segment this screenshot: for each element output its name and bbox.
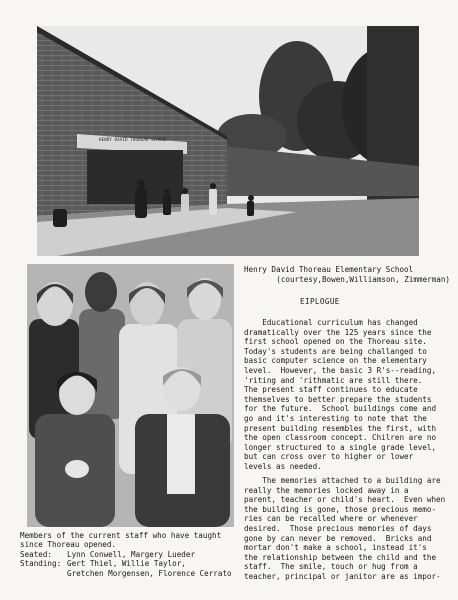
paragraph-line: Today's students are being challanged to	[244, 346, 427, 356]
epilogue-heading: EIPLOGUE	[300, 297, 340, 306]
standing-label: Standing:	[20, 559, 62, 569]
paragraph-line: The present staff continues to educate	[244, 385, 418, 395]
staff-photo-caption	[20, 531, 242, 578]
paragraph-line: present building resembles the first, with	[244, 423, 437, 433]
school-caption-line-2: (courtesy,Bowen,Williamson, Zimmerman)	[276, 274, 450, 284]
paragraph-line: 'riting and 'rithmatic are still there.	[244, 375, 423, 385]
paragraph-line: levels as needed.	[244, 461, 322, 471]
paragraph-line: The memories attached to a building are	[244, 476, 441, 485]
paragraph-line: gone by can never be removed. Bricks and	[244, 533, 432, 543]
paragraph-line: themselves to better prepare the students	[244, 394, 432, 404]
standing-row-2	[20, 569, 242, 578]
paragraph-line: staff. The smile, touch or hug from a	[244, 562, 418, 572]
paragraph-line: parent, teacher or child's heart. Even when	[244, 495, 446, 505]
epilogue-paragraph-1	[244, 318, 452, 472]
paragraph-line: the relationship between the child and the	[244, 552, 437, 562]
school-caption-line-1: Henry David Thoreau Elementary School	[244, 265, 414, 274]
seated-names: Lynn Conwell, Margery Lueder	[67, 549, 196, 559]
paragraph-line: dramatically over the 125 years since the	[244, 327, 432, 337]
school-photo-caption	[244, 265, 450, 284]
paragraph-line: basic computer science on the elementary	[244, 356, 427, 366]
paragraph-line: really the memories locked away in a	[244, 485, 409, 495]
standing-row	[20, 559, 242, 568]
staff-caption-line-1: Members of the current staff who have taught	[20, 531, 222, 540]
paragraph-line: the building is gone, those precious memo-	[244, 504, 437, 514]
standing-names: Gert Thiel, Willie Taylor,	[67, 559, 186, 569]
staff-caption-line-2: since Thoreau opened.	[20, 540, 117, 550]
paragraph-line: mortar don't make a school, instead it's	[244, 543, 427, 553]
paragraph-line: for the future. School buildings come and	[244, 404, 437, 414]
paragraph-line: the open classroom concept. Chilren are no	[244, 433, 437, 443]
paragraph-line: Educational curriculum has changed	[244, 318, 418, 327]
seated-row	[20, 550, 242, 559]
paragraph-line: teacher, principal or janitor are as impor-	[244, 571, 441, 581]
paragraph-line: go and it's interesting to note that the	[244, 413, 427, 423]
seated-label: Seated:	[20, 549, 53, 559]
standing-names-continued: Gretchen Morgensen, Florence Cerrato	[67, 568, 232, 578]
school-building-photo	[37, 26, 419, 256]
staff-group-photo	[27, 264, 234, 527]
paragraph-line: level. However, the basic 3 R's--reading,	[244, 365, 437, 375]
paragraph-line: longer structured to a single grade level,	[244, 442, 437, 452]
paragraph-line: but can cross over to higher or lower	[244, 452, 414, 462]
paragraph-line: ries can be recalled where or whenever	[244, 514, 418, 524]
epilogue-paragraph-2	[244, 476, 452, 582]
school-sign: HENRY DAVID THOREAU SCHOOL	[99, 137, 167, 142]
paragraph-line: first school opened on the Thoreau site.	[244, 337, 427, 347]
paragraph-line: desired. Those precious memories of days	[244, 523, 432, 533]
